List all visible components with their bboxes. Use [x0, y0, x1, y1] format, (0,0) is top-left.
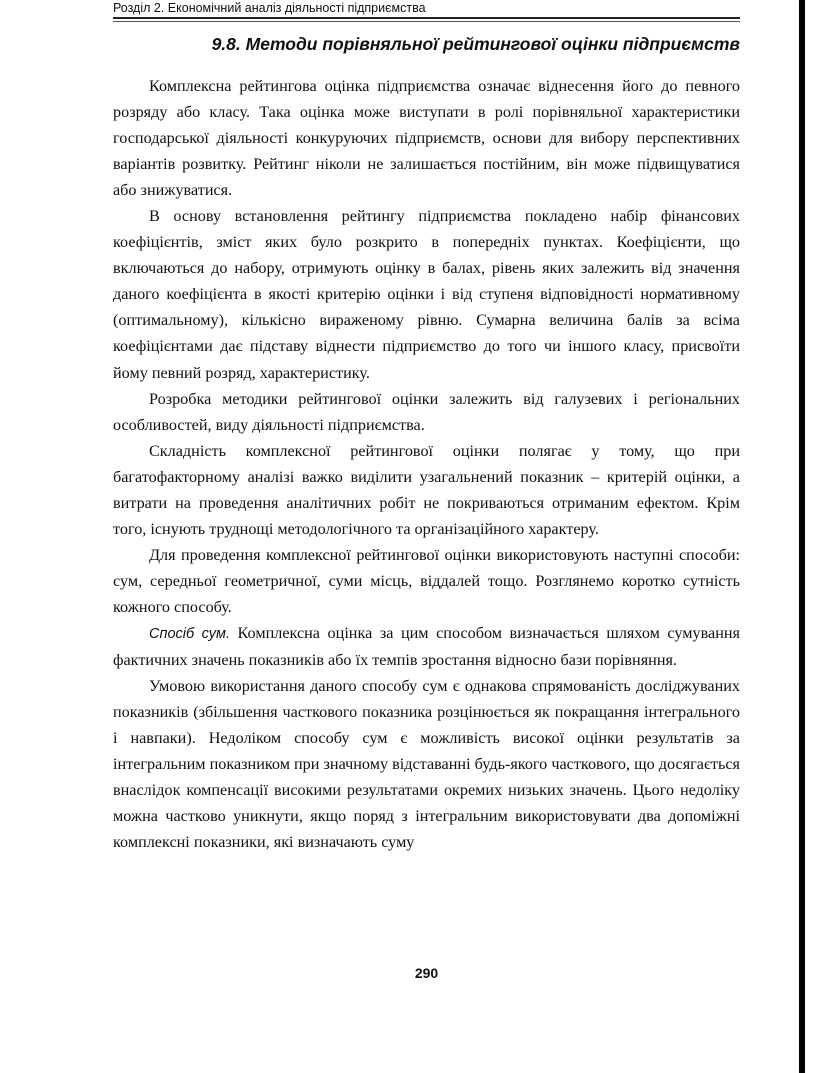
- paragraph-sum-method: [113, 620, 740, 673]
- header-rule-thin: [113, 21, 740, 22]
- paragraph-methods-list: Для проведення комплексної рейтингової оцінки використовують наступні способи: сум, середньої геометричної, суми місць, віддалей тощо. Розглянемо коротко сутність кожного способу.: [113, 545, 740, 616]
- header-rule: [113, 17, 740, 19]
- paragraph-method-development: Розробка методики рейтингової оцінки залежить від галузевих і регіональних особливостей, виду діяльності підприємства.: [113, 389, 740, 434]
- paragraph-intro: Комплексна рейтингова оцінка підприємства означає віднесення його до певного розряду або класу. Така оцінка може виступати в ролі порівняльної характеристики господарської діяльності конкуруючих підприємств, основи для вибору перспективних варіантів розвитку. Рейтинг ніколи не залишається постійним, він може підвищуватися або знижуватися.: [113, 77, 740, 200]
- paragraph-rating-basis: В основу встановлення рейтингу підприємства покладено набір фінансових коефіцієнтів, зміст яких було розкрито в попередніх пунктах. Коефіцієнти, що включаються до набору, отримують оцінку в балах, рівень яких залежить від значення даного коефіцієнта в якості критерію оцінки і від ступеня відповідності нормативному (оптимальному), кількісно вираженому рівню. Сумарна величина балів за всіма коефіцієнтами дає підставу віднести підприємство до того чи іншого класу, присвоїти йому певний розряд, характеристику.: [113, 207, 740, 382]
- sum-method-term: Спосіб сум.: [149, 625, 230, 642]
- running-header: Розділ 2. Економічний аналіз діяльності підприємства: [113, 1, 426, 15]
- body-text: [113, 73, 740, 855]
- sum-method-text: Комплексна оцінка за цим способом визначається шляхом сумування фактичних значень показників або їх темпів зростання відносно бази порівняння.: [113, 623, 740, 670]
- section-title: 9.8. Методи порівняльної рейтингової оцінки підприємств: [211, 34, 740, 54]
- page-number: 290: [414, 965, 439, 981]
- binding-edge: [799, 0, 805, 1073]
- paragraph-sum-method-conditions: Умовою використання даного способу сум є однакова спрямованість досліджуваних показників (збільшення часткового показника розцінюється як покращання інтегрального і навпаки). Недоліком способу сум є можливість високої оцінки результатів за інтегральним показником при значному відставанні будь-якого часткового, що досягається внаслідок компенсації високими результатами окремих низьких значень. Цього недоліку можна частково уникнути, якщо поряд з інтегральним використовувати два допоміжні комплексні показники, які визначають суму: [113, 677, 740, 852]
- paragraph-complexity: Складність комплексної рейтингової оцінки полягає у тому, що при багатофакторному аналізі важко виділити узагальнений показник – критерій оцінки, а витрати на проведення аналітичних робіт не покриваються отриманим ефектом. Крім того, існують труднощі методологічного та організаційного характеру.: [113, 441, 740, 538]
